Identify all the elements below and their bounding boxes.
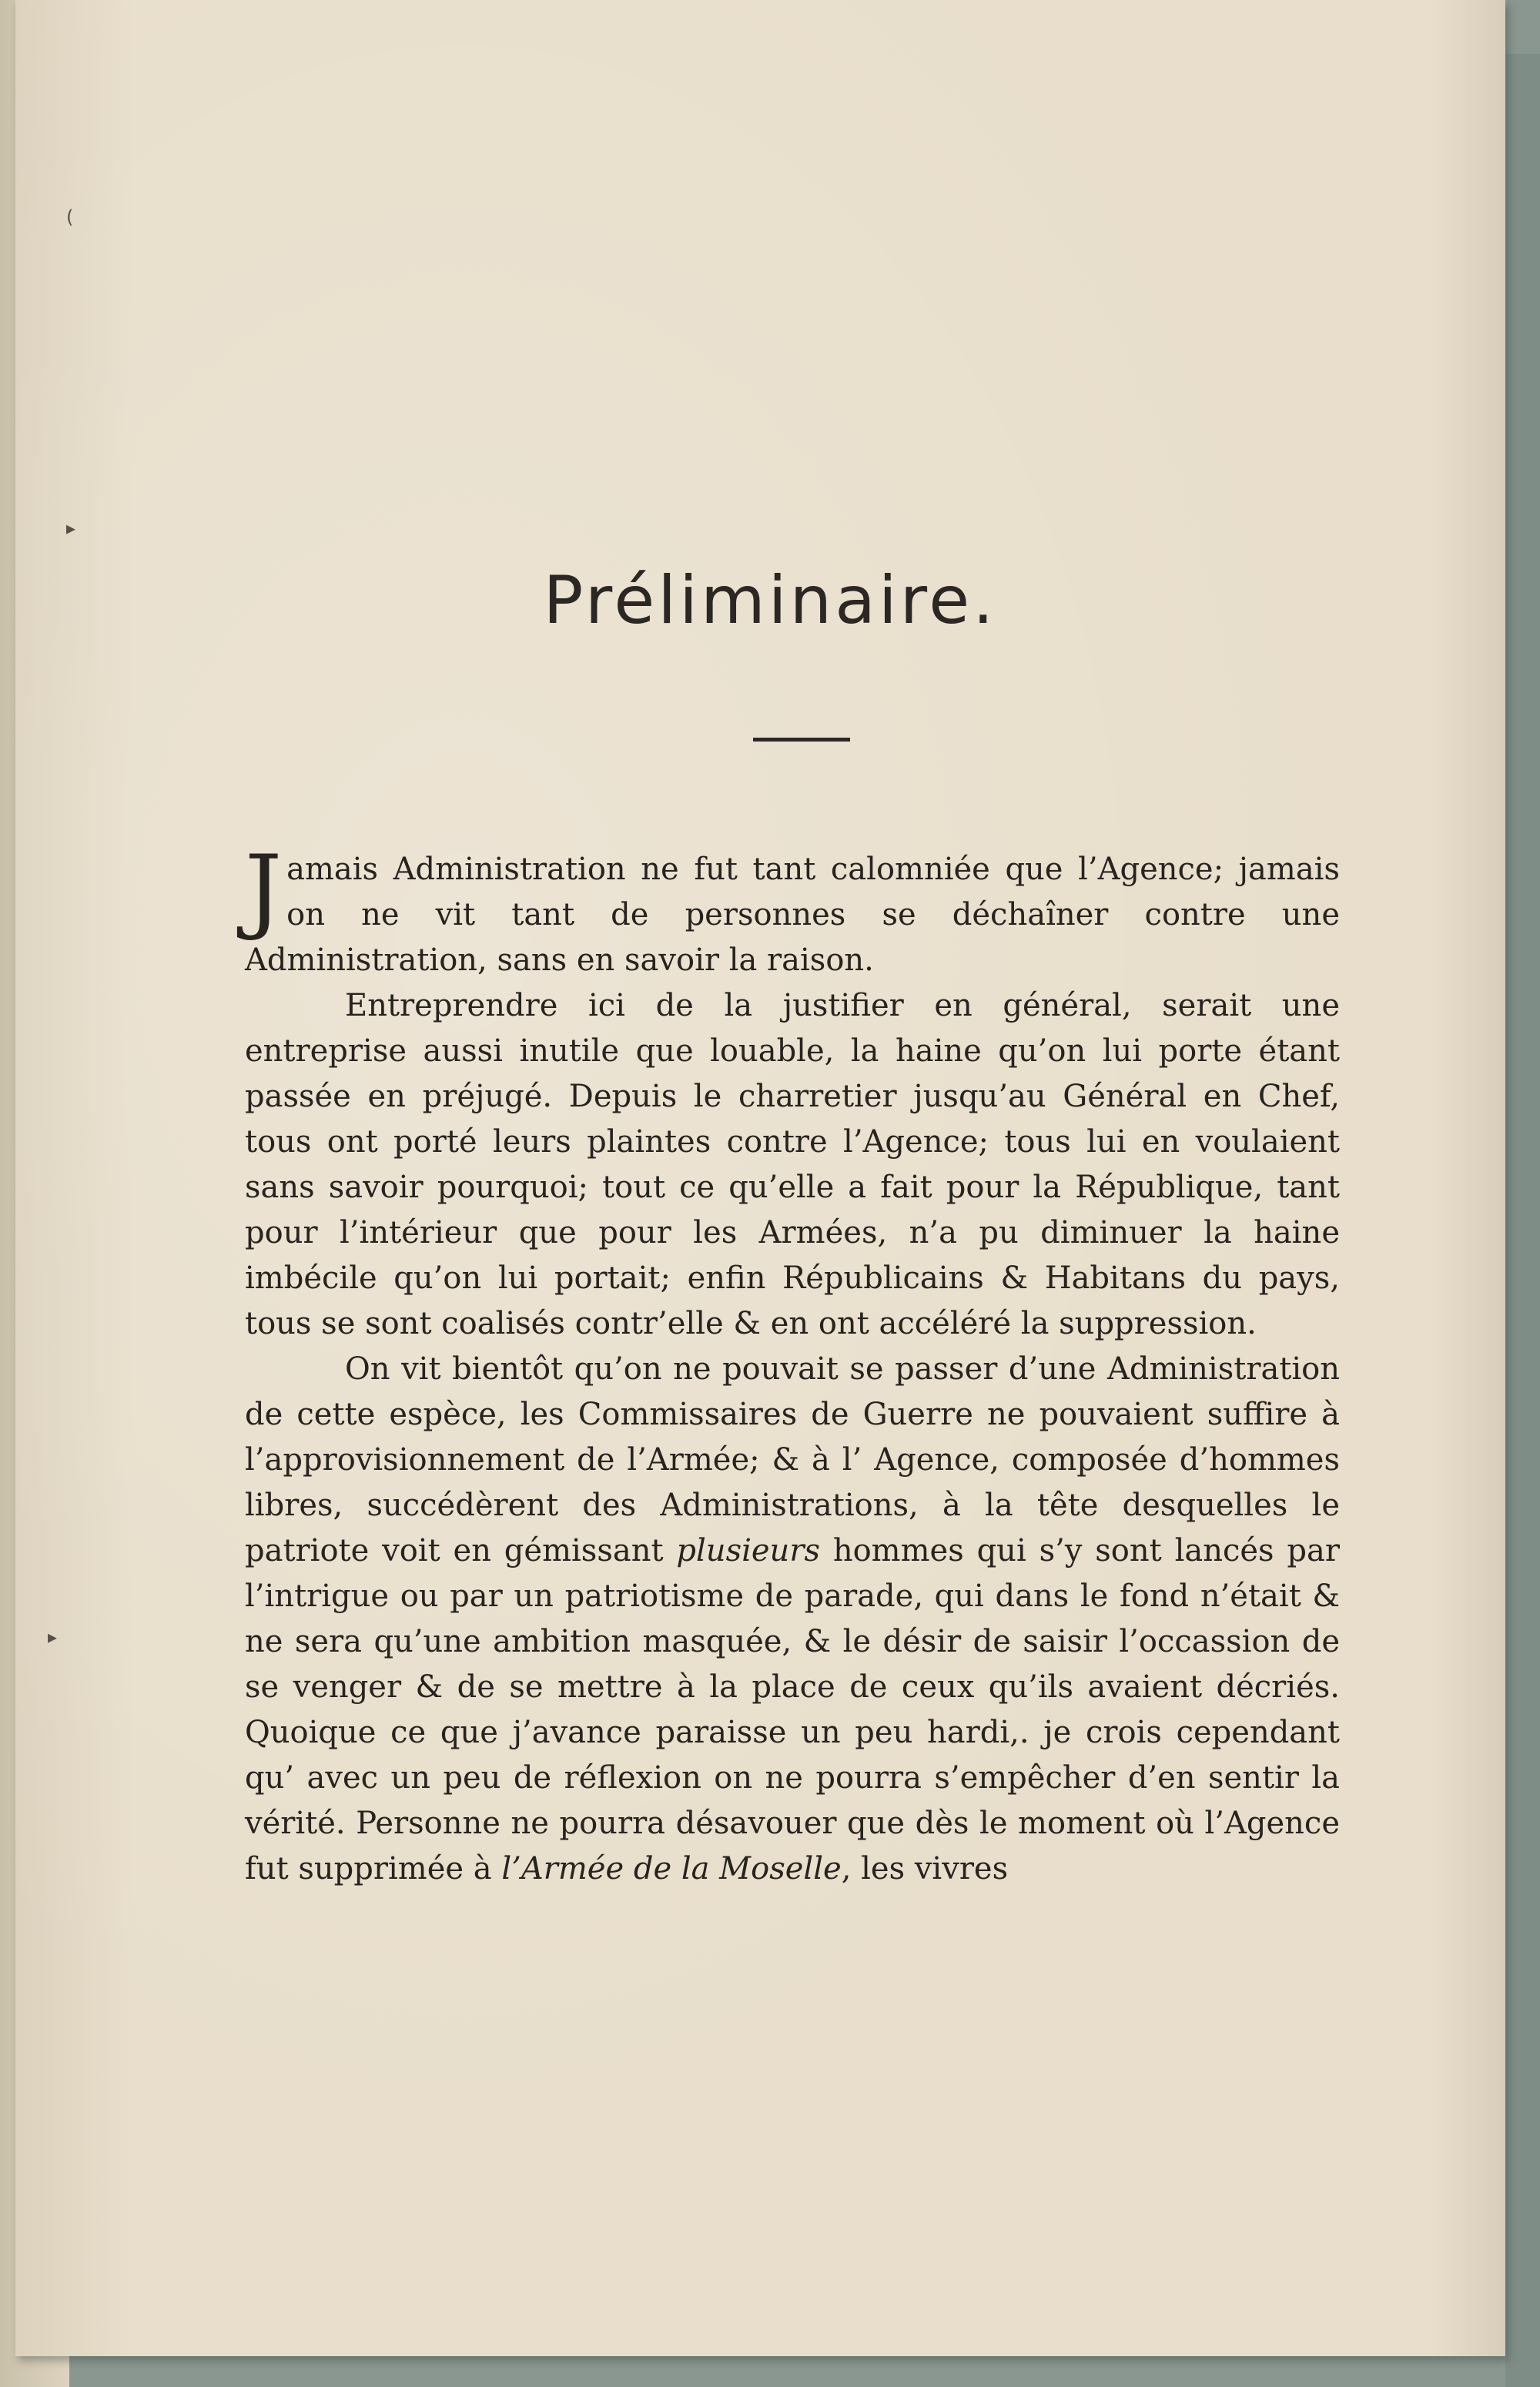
margin-mark: ( — [66, 206, 74, 228]
paragraph-text: Entreprendre ici de la justifier en général, serait une entreprise aussi inutile que louable, la haine qu’on lui porte étant passée en préjugé. Depuis le charretier jusqu’au Général en Chef, tous ont porté leurs plaintes contre l’Agence; tous lui en voulaient sans savoir pourquoi; tout ce qu’elle a fait pour la République, tant pour l’intérieur que pour les Armées, n’a pu diminuer la haine imbécile qu’on lui portait; enfin Républicains & Habitans du pays, tous se sont coalisés contr’elle & en ont accéléré la suppression. — [245, 988, 1340, 1341]
paragraph — [245, 1347, 1340, 1892]
paragraph-text: , les vivres — [841, 1851, 1009, 1886]
margin-mark: ▸ — [66, 517, 76, 539]
title-rule — [753, 738, 850, 742]
paragraph-text: hommes qui s’y sont lancés par l’intrigue ou par un patriotisme de parade, qui dans le fond n’était & ne sera qu’une ambition masquée, & le désir de saisir l’occassion de se venger & de se mettre à la place de ceux qu’ils avaient décriés. Quoique ce que j’avance paraisse un peu hardi,. je crois cependant qu’ avec un peu de réflexion on ne pourra s’empêcher d’en sentir la vérité. Personne ne pourra désavouer que dès le moment où l’Agence fut supprimée à — [245, 1533, 1340, 1886]
margin-mark: ▸ — [48, 1626, 58, 1648]
paragraph-text: On vit bientôt qu’on ne pouvait se passer d’une Administration de cette espèce, les Commissaires de Guerre ne pouvaient suffire à l’approvisionnement de l’Armée; & à l’ Agence, composée d’hommes libres, succédèrent des Administrations, à la tête desquelles le patriote voit en gémissant — [245, 1351, 1340, 1568]
paragraph — [245, 983, 1340, 1347]
page-title: Préliminaire. — [543, 562, 997, 639]
drop-cap: J — [245, 836, 283, 943]
italic-text: plusieurs — [676, 1533, 820, 1568]
italic-text: l’Armée de la Moselle — [501, 1851, 842, 1886]
body-text — [245, 836, 1340, 1892]
book-cover-edge — [1505, 54, 1540, 2387]
paragraph — [245, 836, 1340, 983]
paragraph-text: amais Administration ne fut tant calomniée que l’Agence; jamais on ne vit tant de personnes se déchaîner contre une Administration, sans en savoir la raison. — [245, 852, 1340, 978]
